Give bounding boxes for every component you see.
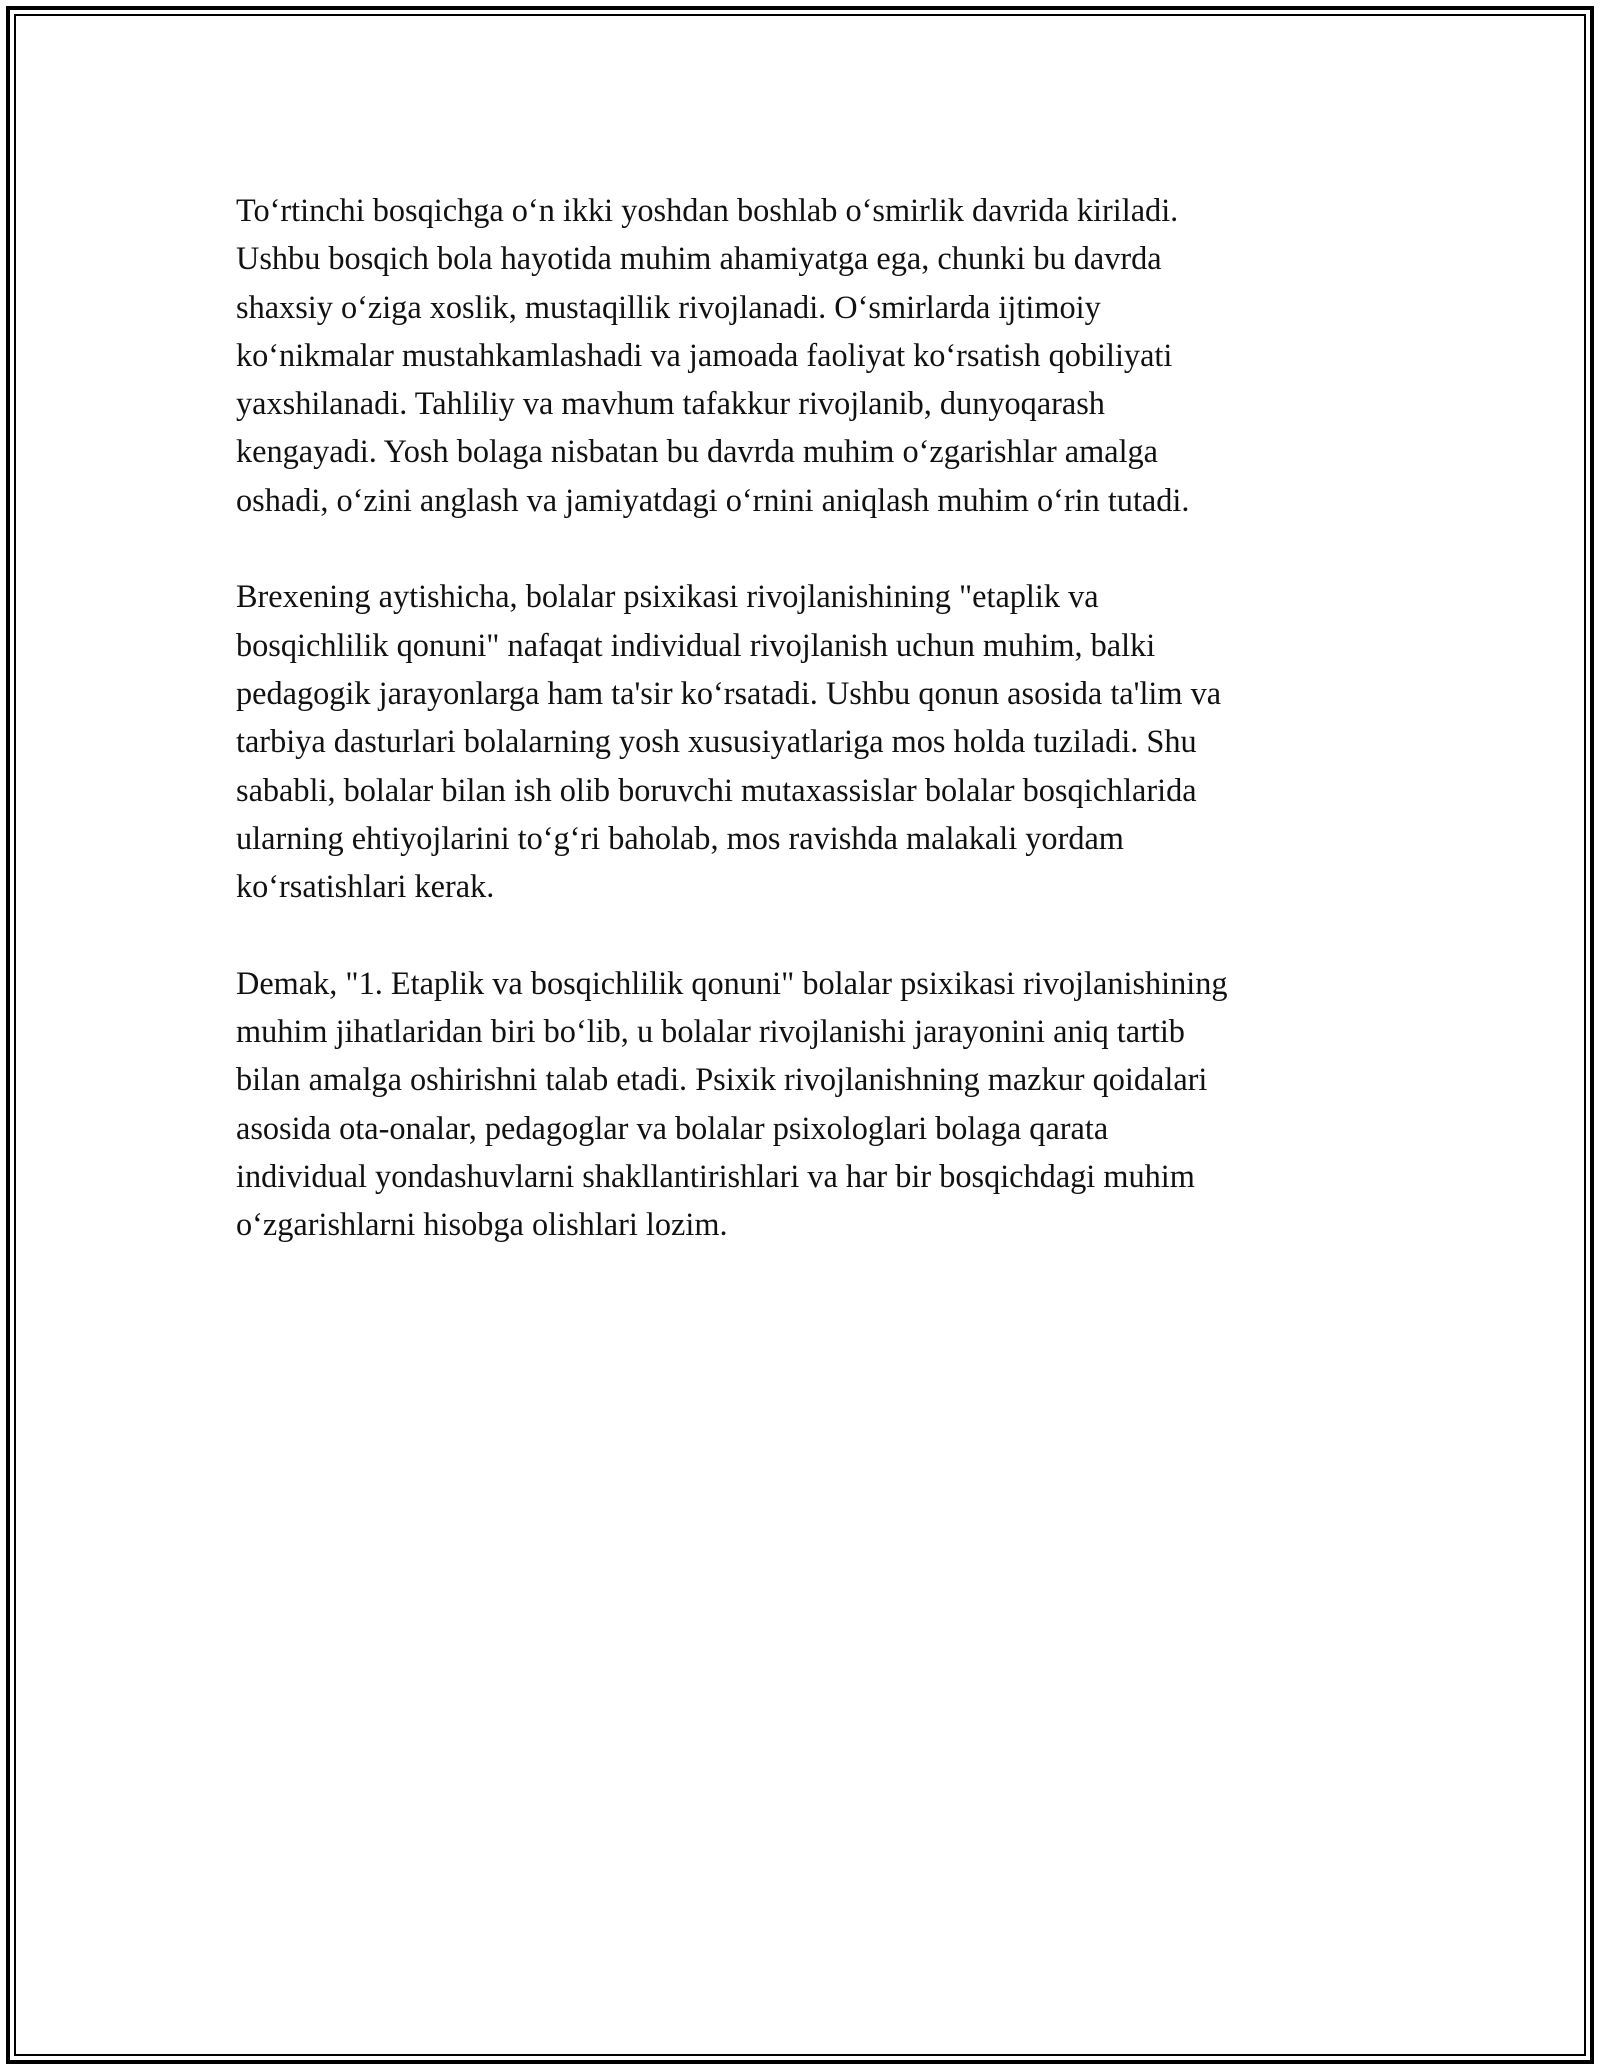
- paragraph-1: To‘rtinchi bosqichga o‘n ikki yoshdan boshlab o‘smirlik davrida kiriladi. Ushbu bosqich bola hayotida muhim ahamiyatga ega, chunki bu davrda shaxsiy o‘ziga xoslik, mustaqillik rivojlanadi. O‘smirlarda ijtimoiy ko‘nikmalar mustahkamlashadi va jamoada faoliyat ko‘rsatish qobiliyati yaxshilanadi. Tahliliy va mavhum tafakkur rivojlanib, dunyoqarash kengayadi. Yosh bolaga nisbatan bu davrda muhim o‘zgarishlar amalga oshadi, o‘zini anglash va jamiyatdagi o‘rnini aniqlash muhim o‘rin tutadi.: [236, 192, 1190, 518]
- paragraph-2: Brexening aytishicha, bolalar psixikasi rivojlanishining "etaplik va bosqichlilik qonuni" nafaqat individual rivojlanish uchun muhim, balki pedagogik jarayonlarga ham ta'sir ko‘rsatadi. Ushbu qonun asosida ta'lim va tarbiya dasturlari bolalarning yosh xususiyatlariga mos holda tuziladi. Shu sababli, bolalar bilan ish olib boruvchi mutaxassislar bolalar bosqichlarida ularning ehtiyojlarini to‘g‘ri baholab, mos ravishda malakali yordam ko‘rsatishlari kerak.: [236, 578, 1222, 905]
- paragraph-3: Demak, "1. Etaplik va bosqichlilik qonuni" bolalar psixikasi rivojlanishining muhim jihatlaridan biri bo‘lib, u bolalar rivojlanishi jarayonini aniq tartib bilan amalga oshirishni talab etadi. Psixik rivojlanishning mazkur qoidalari asosida ota-onalar, pedagoglar va bolalar psixologlari bolaga qarata individual yondashuvlarni shakllantirishlari va har bir bosqichdagi muhim o‘zgarishlarni hisobga olishlari lozim.: [236, 964, 1228, 1243]
- document-body: [236, 186, 1386, 1297]
